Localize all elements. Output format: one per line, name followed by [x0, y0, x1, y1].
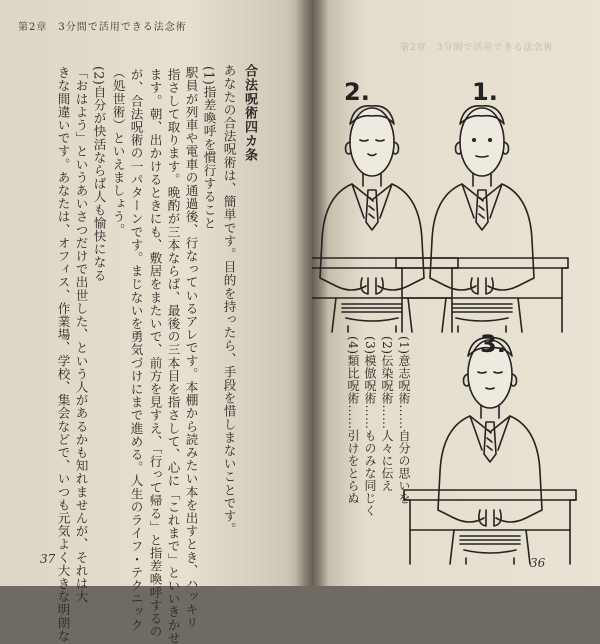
text-column-3: 駅員が列車や電車の通過後、行なっているアレです。本棚から読みたい本を出すとき、ハッキリ	[183, 66, 199, 630]
section-title: 合法呪術四カ条	[242, 64, 257, 162]
page-number-right: 36	[530, 556, 546, 570]
text-column-5: ます。朝、出かけるときにも、敷居をまたいで、前方を見すえ、「行って帰る」と指差喚呼するの	[147, 68, 163, 639]
bleed-through-head: 第2章 3分間で活用できる法念術	[400, 43, 554, 53]
text-column-7: （処世術）といえましょう。	[110, 66, 126, 237]
figure-label-2: 2.	[344, 78, 370, 106]
legend-item-2: (2)伝染呪術……人々に伝え	[380, 336, 394, 492]
text-column-10: きな間違いです。あなたは、オフィス、作業場、学校、集会などで、いつも元気よく大きな明朗な	[55, 66, 71, 643]
text-column-9: 「おはよう」というあいさつだけで出世した、という人があるかも知れませんが、それは大	[73, 66, 89, 604]
figure-label-3: 3.	[480, 330, 506, 358]
text-column-8: (2)自分が快活ならば人も愉快になる	[91, 66, 107, 282]
figure-man-3	[404, 338, 576, 564]
text-column-1: あなたの合法呪術は、簡単です。目的を持ったら、手段を惜しまないことです。	[221, 64, 237, 536]
figure-man-1	[396, 106, 568, 332]
text-column-6: が、合法呪術の一パターンです。まじないを勇気づけにまで進める。人生のライフ・テクニック	[128, 68, 144, 632]
text-column-2: (1)指差喚呼を慣行すること	[201, 66, 217, 230]
legend-item-4: (4)類比呪術……引けをとらぬ	[346, 336, 360, 505]
page-number-left: 37	[40, 552, 56, 566]
legend-item-1: (1)意志呪術……自分の思いを	[397, 336, 411, 505]
figure-label-1: 1.	[472, 78, 498, 106]
running-head: 第2章 3分間で活用できる法念術	[18, 22, 187, 33]
text-column-4: 指さして取ります。晩酌が三本ならば、最後の三本目を指さして、心に「これまで」といいきかせ	[165, 68, 181, 644]
legend-item-3: (3)模倣呪術……ものみな同じく	[363, 336, 377, 517]
